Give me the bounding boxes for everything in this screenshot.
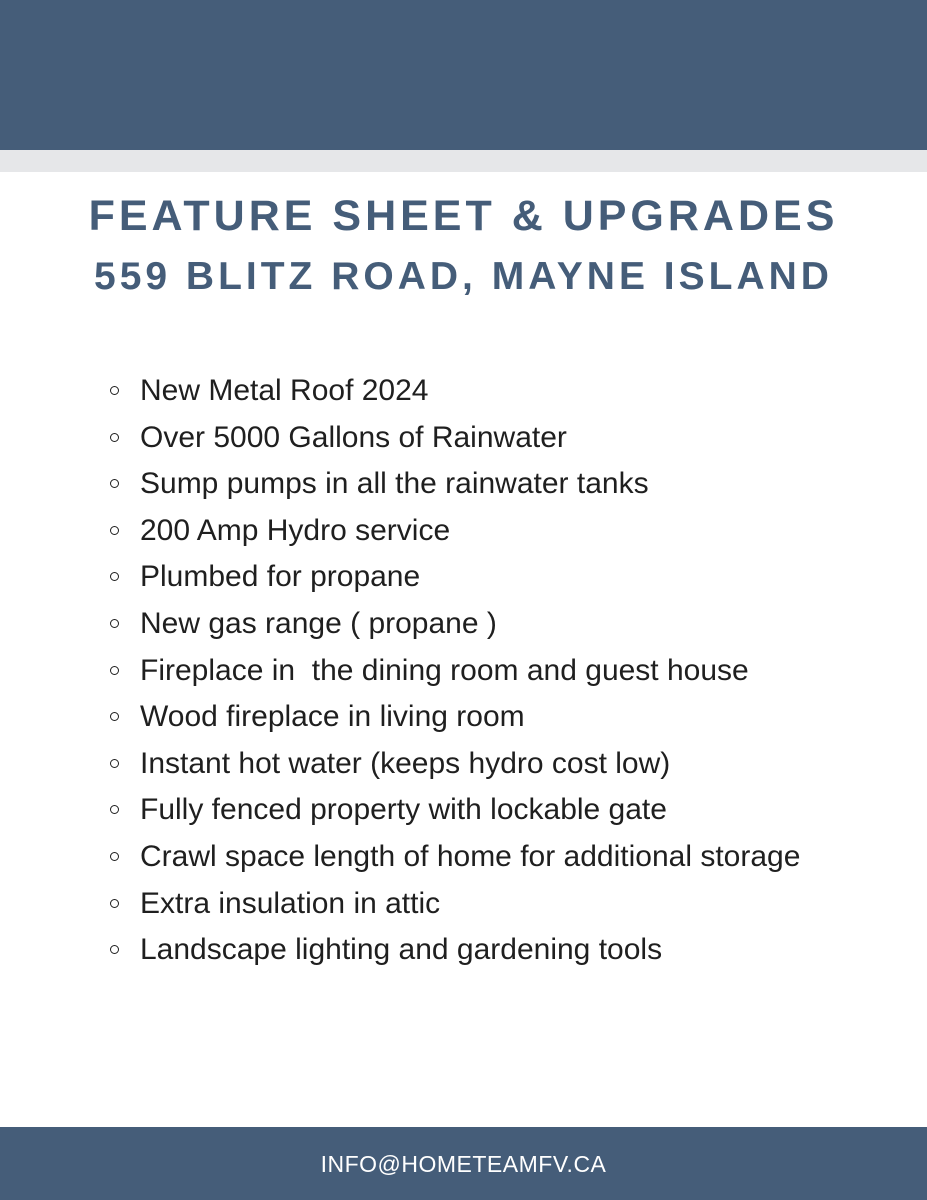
circle-bullet-icon [110, 526, 119, 535]
feature-text: Extra insulation in attic [140, 886, 441, 920]
feature-text: Landscape lighting and gardening tools [140, 933, 663, 967]
circle-bullet-icon [110, 619, 119, 628]
list-item [108, 508, 868, 555]
list-item [108, 787, 868, 834]
feature-text: Plumbed for propane [140, 560, 421, 594]
contact-email[interactable]: INFO@HOMETEAMFV.CA [320, 1151, 607, 1177]
list-item [108, 554, 868, 601]
list-item [108, 741, 868, 788]
list-item [108, 415, 868, 462]
feature-text: Fireplace in the dining room and guest house [140, 653, 749, 687]
circle-bullet-icon [110, 433, 119, 442]
circle-bullet-icon [110, 852, 119, 861]
header-divider-band [0, 150, 927, 172]
list-item [108, 834, 830, 881]
list-item [108, 881, 868, 928]
feature-text: Over 5000 Gallons of Rainwater [140, 420, 567, 454]
circle-bullet-icon [110, 479, 119, 488]
circle-bullet-icon [110, 712, 119, 721]
feature-text: 200 Amp Hydro service [140, 513, 451, 547]
feature-text: New Metal Roof 2024 [140, 374, 429, 407]
feature-text: Crawl space length of home for additional storage [140, 839, 801, 873]
feature-text: Fully fenced property with lockable gate [140, 793, 667, 827]
page-title: FEATURE SHEET & UPGRADES [88, 192, 839, 240]
circle-bullet-icon [110, 572, 119, 581]
circle-bullet-icon [110, 899, 119, 908]
feature-text: New gas range ( propane ) [140, 606, 497, 640]
list-item [108, 461, 868, 508]
property-address: 559 BLITZ ROAD, MAYNE ISLAND [94, 255, 833, 298]
list-item [108, 927, 868, 974]
feature-list [108, 368, 868, 974]
list-item [108, 694, 868, 741]
circle-bullet-icon [110, 945, 119, 954]
circle-bullet-icon [110, 805, 119, 814]
list-item [108, 648, 868, 695]
feature-text: Wood fireplace in living room [140, 700, 525, 734]
circle-bullet-icon [110, 759, 119, 768]
circle-bullet-icon [110, 666, 119, 675]
header-band [0, 0, 927, 150]
list-item [108, 601, 868, 648]
feature-text: Sump pumps in all the rainwater tanks [140, 467, 649, 501]
list-item [108, 368, 868, 415]
circle-bullet-icon [110, 386, 119, 395]
feature-text: Instant hot water (keeps hydro cost low) [140, 746, 671, 780]
